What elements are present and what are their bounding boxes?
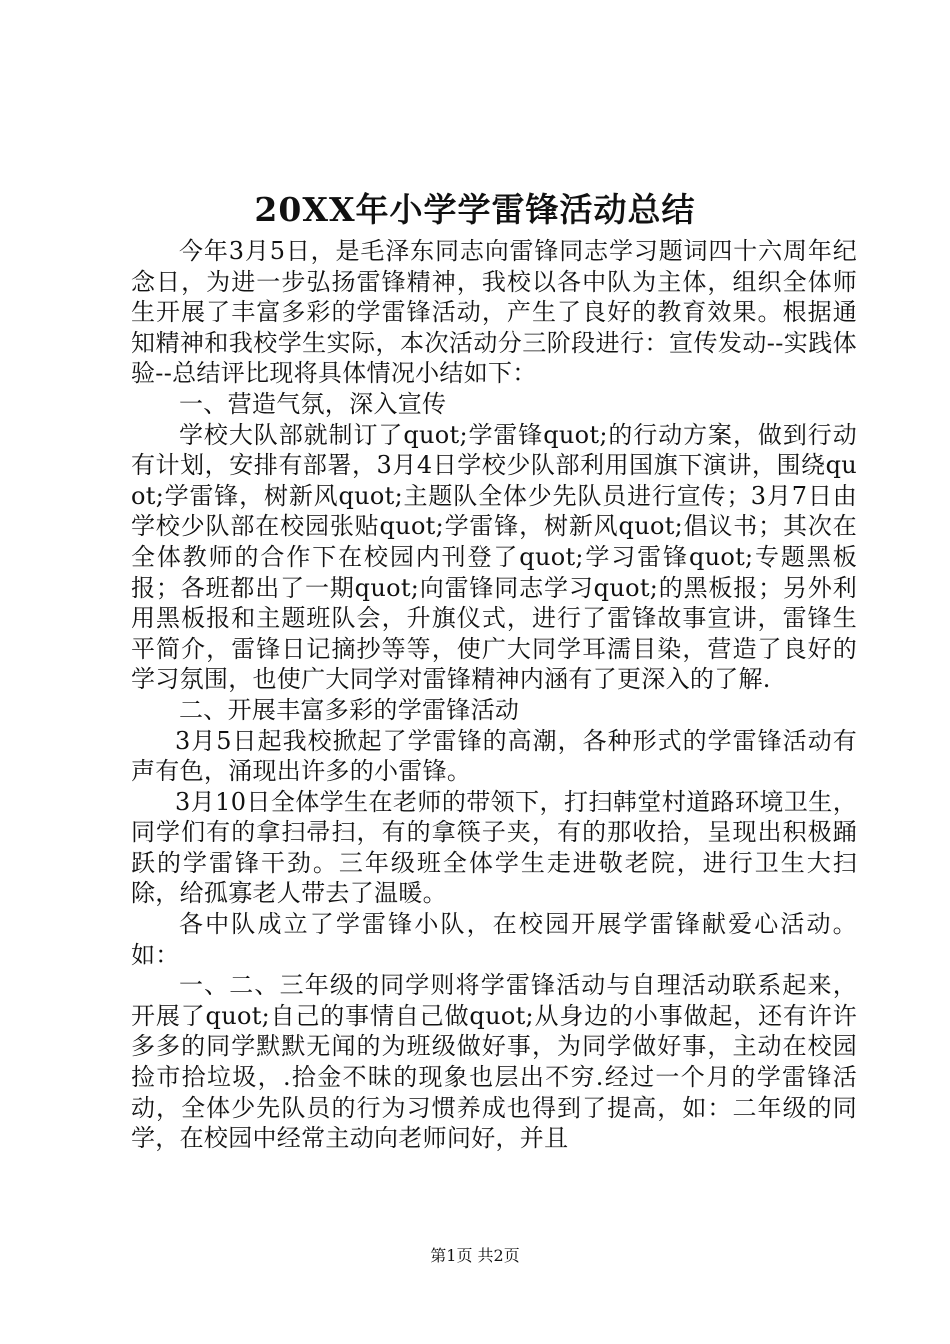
paragraph-grades: 一、二、三年级的同学则将学雷锋活动与自理活动联系起来，开展了quot;自己的事情自己做quot;从身边的小事做起，还有许许多多的同学默默无闻的为班级做好事，为同学做好事，主动在校园捡市拾垃圾，.拾金不昧的现象也层出不穷.经过一个月的学雷锋活动，全体少先队员的行为习惯养成也得到了提高，如：二年级的同学，在校园中经常主动向老师问好，并且 xyxy=(131,971,857,1153)
section-heading-2: 二、开展丰富多彩的学雷锋活动 xyxy=(179,695,520,724)
paragraph-propaganda: 学校大队部就制订了quot;学雷锋quot;的行动方案，做到行动有计划，安排有部署，3月4日学校少队部利用国旗下演讲，围绕quot;学雷锋，树新风quot;主题队全体少先队员进行宣传；3月7日由学校少队部在校园张贴quot;学雷锋，树新风quot;倡议书；其次在全体教师的合作下在校园内刊登了quot;学习雷锋quot;专题黑板报；各班都出了一期quot;向雷锋同志学习quot;的黑板报；另外利用黑板报和主题班队会，升旗仪式，进行了雷锋故事宣讲，雷锋生平简介，雷锋日记摘抄等等，使广大同学耳濡目染，营造了良好的学习氛围，也使广大同学对雷锋精神内涵有了更深入的了解. xyxy=(131,420,857,694)
paragraph-march-5: 3月5日起我校掀起了学雷锋的高潮，各种形式的学雷锋活动有声有色，涌现出许多的小雷锋。 xyxy=(131,726,857,786)
page-number-footer: 第1页 共2页 xyxy=(430,1246,520,1265)
paragraph-march-10: 3月10日全体学生在老师的带领下，打扫韩堂村道路环境卫生，同学们有的拿扫帚扫，有的拿筷子夹，有的那收拾，呈现出积极踊跃的学雷锋干劲。三年级班全体学生走进敬老院，进行卫生大扫除，给孤寡老人带去了温暖。 xyxy=(131,787,857,908)
section-heading-1: 一、营造气氛，深入宣传 xyxy=(179,389,447,418)
paragraph-squads: 各中队成立了学雷锋小队，在校园开展学雷锋献爱心活动。如： xyxy=(131,910,857,969)
paragraph-intro: 今年3月5日，是毛泽东同志向雷锋同志学习题词四十六周年纪念日，为进一步弘扬雷锋精神，我校以各中队为主体，组织全体师生开展了丰富多彩的学雷锋活动，产生了良好的教育效果。根据通知精神和我校学生实际，本次活动分三阶段进行：宣传发动--实践体验--总结评比现将具体情况小结如下： xyxy=(131,237,857,388)
document-title: 20XX年小学学雷锋活动总结 xyxy=(254,190,696,229)
document-body xyxy=(131,236,857,1154)
